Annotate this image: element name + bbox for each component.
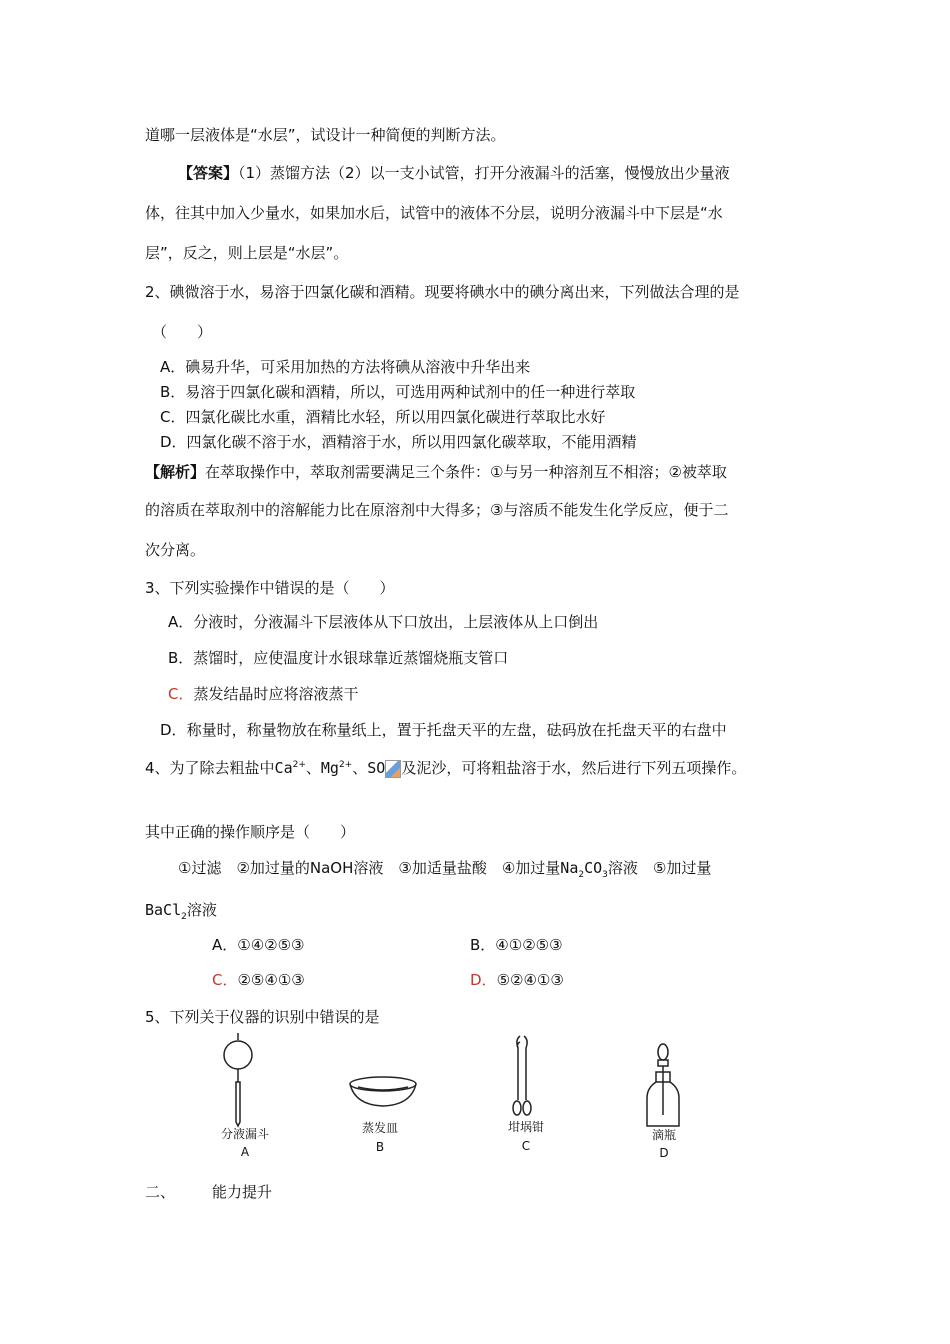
separatory-funnel-icon — [224, 1033, 252, 1126]
option-text: ②⑤④①③ — [237, 971, 305, 989]
analysis-tag: 【解析】 — [145, 463, 206, 481]
option-text: ⑤②④①③ — [496, 971, 564, 989]
option-letter: C． — [212, 971, 238, 989]
q3-option-d — [160, 720, 727, 740]
sep: 、 — [352, 759, 368, 777]
q4-operations — [178, 858, 711, 878]
sep: 、 — [305, 759, 321, 777]
ion-mg-charge: 2+ — [338, 760, 353, 770]
option-letter: D． — [160, 721, 187, 739]
q1-answer-line2: 体，往其中加入少量水，如果加水后，试管中的液体不分层，说明分液漏斗中下层是“水 — [145, 204, 723, 222]
formula-co: CO — [584, 859, 603, 877]
q4-line2: 其中正确的操作顺序是（ ） — [145, 823, 356, 841]
q4-option-a — [212, 935, 305, 955]
ion-ca: Ca — [274, 759, 293, 777]
apparatus-c-name: 坩埚钳 — [507, 1120, 544, 1134]
q2-option-a: A．碘易升华，可采用加热的方法将碘从溶液中升华出来 — [160, 358, 531, 376]
crucible-tongs-icon — [513, 1036, 531, 1115]
option-letter: A． — [168, 613, 194, 631]
dropper-bottle-icon — [647, 1044, 679, 1126]
q1-answer-line3: 层”，反之，则上层是“水层”。 — [145, 244, 349, 262]
option-letter: C． — [168, 685, 194, 703]
apparatus-a-name: 分液漏斗 — [220, 1127, 269, 1141]
answer-tag: 【答案】 — [178, 164, 239, 182]
broken-image-icon — [385, 760, 401, 778]
apparatus-b-letter: B — [375, 1140, 385, 1154]
ops-text: 溶液 — [186, 901, 217, 919]
option-text: 蒸发结晶时应将溶液蒸干 — [193, 685, 359, 703]
q4-option-b — [470, 935, 563, 955]
apparatus-c-letter: C — [521, 1139, 531, 1153]
option-text: 称量时，称量物放在称量纸上，置于托盘天平的左盘，砝码放在托盘天平的右盘中 — [186, 721, 727, 739]
ion-mg: Mg — [320, 759, 339, 777]
option-text: 分液时，分液漏斗下层液体从下口放出，上层液体从上口倒出 — [193, 613, 599, 631]
section2-title: 能力提升 — [212, 1183, 273, 1201]
q1-tail: 道哪一层液体是“水层”，试设计一种简便的判断方法。 — [145, 126, 506, 144]
option-letter: B． — [470, 936, 496, 954]
ion-so: SO — [367, 759, 386, 777]
q2-analysis-line2: 的溶质在萃取剂中的溶解能力比在原溶剂中大得多；③与溶质不能发生化学反应，便于二 — [145, 501, 729, 519]
ion-ca-charge: 2+ — [292, 760, 306, 770]
formula-bacl: BaCl — [145, 901, 182, 919]
q4-option-c — [212, 970, 305, 990]
ops-text: 溶液 ⑤加过量 — [607, 859, 712, 877]
q4-operations-cont — [145, 900, 217, 920]
formula-sub: 3 — [602, 870, 608, 880]
option-text: ④①②⑤③ — [495, 936, 563, 954]
analysis-text: 在萃取操作中，萃取剂需要满足三个条件：①与另一种溶剂互不相溶；②被萃取 — [205, 463, 727, 481]
q2-option-b: B．易溶于四氯化碳和酒精，所以，可选用两种试剂中的任一种进行萃取 — [160, 383, 636, 401]
q4-option-d — [470, 970, 564, 990]
option-text: ①④②⑤③ — [237, 936, 305, 954]
q4-post: 及泥沙，可将粗盐溶于水，然后进行下列五项操作。 — [401, 759, 747, 777]
q3-stem: 3、下列实验操作中错误的是（ ） — [145, 579, 395, 597]
apparatus-d-name: 滴瓶 — [651, 1128, 676, 1142]
q4-stem — [145, 758, 746, 778]
q2-option-d: D．四氯化碳不溶于水，酒精溶于水，所以用四氯化碳萃取，不能用酒精 — [160, 433, 637, 451]
option-letter: A． — [212, 936, 238, 954]
q2-analysis-line1 — [145, 462, 727, 482]
q5-stem: 5、下列关于仪器的识别中错误的是 — [145, 1008, 380, 1026]
option-text: 蒸馏时，应使温度计水银球靠近蒸馏烧瓶支管口 — [193, 649, 509, 667]
q2-option-c: C．四氯化碳比水重，酒精比水轻，所以用四氯化碳进行萃取比水好 — [160, 408, 606, 426]
apparatus-d-letter: D — [659, 1146, 669, 1160]
apparatus-a-letter: A — [240, 1145, 250, 1159]
section2-number: 二、 — [145, 1183, 176, 1201]
q3-option-c — [168, 684, 359, 704]
q3-option-b — [168, 648, 508, 668]
answer-text: （1）蒸馏方法（2）以一支小试管，打开分液漏斗的活塞，慢慢放出少量液 — [238, 164, 730, 182]
formula-na: Na — [560, 859, 579, 877]
ops-text: ①过滤 ②加过量的NaOH溶液 ③加适量盐酸 ④加过量 — [178, 859, 561, 877]
q3-option-a — [168, 612, 598, 632]
option-letter: D． — [470, 971, 497, 989]
q2-paren: （ ） — [152, 323, 213, 341]
q2-analysis-line3: 次分离。 — [145, 541, 206, 559]
q2-stem: 2、碘微溶于水，易溶于四氯化碳和酒精。现要将碘水中的碘分离出来，下列做法合理的是 — [145, 283, 740, 301]
apparatus-b-name: 蒸发皿 — [361, 1121, 398, 1135]
q1-answer-line1 — [178, 163, 730, 183]
q4-pre: 4、为了除去粗盐中 — [145, 759, 275, 777]
formula-sub: 2 — [181, 912, 187, 922]
formula-sub: 2 — [578, 870, 585, 880]
option-letter: B． — [168, 649, 194, 667]
evaporating-dish-icon — [350, 1077, 416, 1106]
